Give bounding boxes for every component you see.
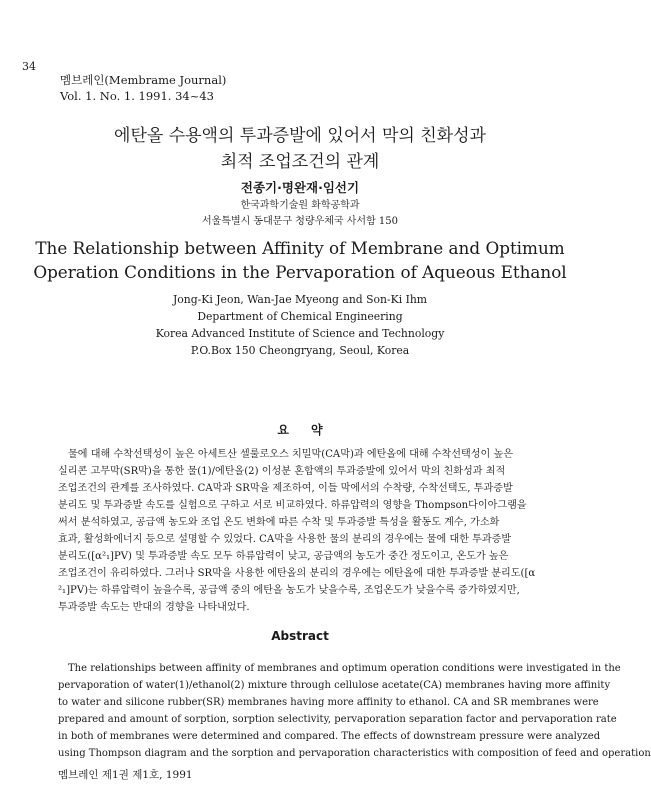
korean-abstract-line: 조업조건이 유리하였다. 그러나 SR막을 사용한 에탄올의 분리의 경우에는 에탄올에 대한 투과증발 분리도([α [58, 568, 536, 579]
korean-abstract-line: 조업조건의 관계를 조사하였다. CA막과 SR막을 제조하여, 이들 막에서의 수착량, 수착선택도, 투과증발 [58, 483, 513, 494]
abstract-line: to water and silicone rubber(SR) membranes having more affinity to ethanol. CA and SR membranes were [58, 697, 599, 708]
abstract-heading: Abstract [271, 629, 329, 643]
abstract-line: prepared and amount of sorption, sorption selectivity, pervaporation separation factor and pervaporation rate [58, 714, 617, 725]
korean-abstract-line: ²₁]PV)는 하류압력이 높을수록, 공급액 중의 에탄올 농도가 낮을수록, 조업온도가 낮을수록 증가하였지만, [58, 585, 520, 596]
korean-title-line-1: 에탄올 수용액의 투과증발에 있어서 막의 친화성과 [114, 126, 486, 146]
korean-title-line-2: 최적 조업조건의 관계 [220, 152, 380, 172]
korean-abstract-line: 분리도([α²₁]PV) 및 투과증발 속도 모두 하류압력이 낮고, 공급액의 농도가 중간 정도이고, 온도가 높은 [58, 551, 509, 562]
korean-abstract-line: 효과, 활성화에너지 등으로 설명할 수 있었다. CA막을 사용한 물의 분리의 경우에는 물에 대한 투과증발 [58, 534, 512, 545]
korean-authors: 전종기·명완재·임선기 [240, 180, 360, 195]
journal-name: 멤브레인(Membrame Journal) [60, 73, 227, 87]
korean-affiliation-line-2: 서울특별시 동대문구 청량우체국 사서함 150 [201, 216, 399, 227]
korean-abstract-line: 투과증발 속도는 반대의 경향을 나타내었다. [58, 602, 250, 613]
page-footer: 멤브레인 제1권 제1호, 1991 [58, 769, 193, 781]
korean-affiliation-line-1: 한국과학기술원 화학공학과 [240, 200, 360, 211]
english-authors: Jong-Ki Jeon, Wan-Jae Myeong and Son-Ki Ihm [172, 293, 428, 306]
english-affiliation-line-2: Korea Advanced Institute of Science and Technology [155, 327, 445, 340]
volume-info: Vol. 1. No. 1. 1991. 34~43 [60, 89, 214, 103]
english-title-line-1: The Relationship between Affinity of Membrane and Optimum [35, 238, 565, 258]
korean-abstract-heading: 요약 [277, 423, 345, 437]
korean-abstract-line: 분리도 및 투과증발 속도를 실험으로 구하고 서로 비교하였다. 하류압력의 영향을 Thompson다이아그램을 [58, 500, 527, 511]
abstract-line: The relationships between affinity of membranes and optimum operation conditions were investigated in the [68, 663, 621, 674]
korean-abstract-body [58, 445, 548, 615]
english-affiliation-line-3: P.O.Box 150 Cheongryang, Seoul, Korea [190, 344, 410, 357]
english-title-line-2: Operation Conditions in the Pervaporation of Aqueous Ethanol [33, 262, 567, 282]
korean-abstract-line: 써서 분석하였고, 공급액 농도와 조업 온도 변화에 따른 수착 및 투과증발 특성을 활동도 계수, 가소화 [58, 517, 500, 528]
abstract-line: pervaporation of water(1)/ethanol(2) mixture through cellulose acetate(CA) membranes having more affinity [58, 680, 611, 691]
abstract-body [58, 663, 651, 763]
korean-abstract-line: 실리콘 고무막(SR막)을 통한 물(1)/에탄올(2) 이성분 혼합액의 투과증발에 있어서 막의 친화성과 최적 [58, 466, 506, 477]
english-affiliation-line-1: Department of Chemical Engineering [197, 310, 403, 323]
abstract-line: using Thompson diagram and the sorption and pervaporation characteristics with composition of feed and operation [58, 748, 651, 759]
page-number: 34 [22, 60, 36, 73]
abstract-line: in both of membranes were determined and compared. The effects of downstream pressure were analyzed [58, 731, 601, 742]
korean-abstract-line: 물에 대해 수착선택성이 높은 아세트산 셀룰로오스 치밀막(CA막)과 에탄올에 대해 수착선택성이 높은 [68, 449, 513, 460]
